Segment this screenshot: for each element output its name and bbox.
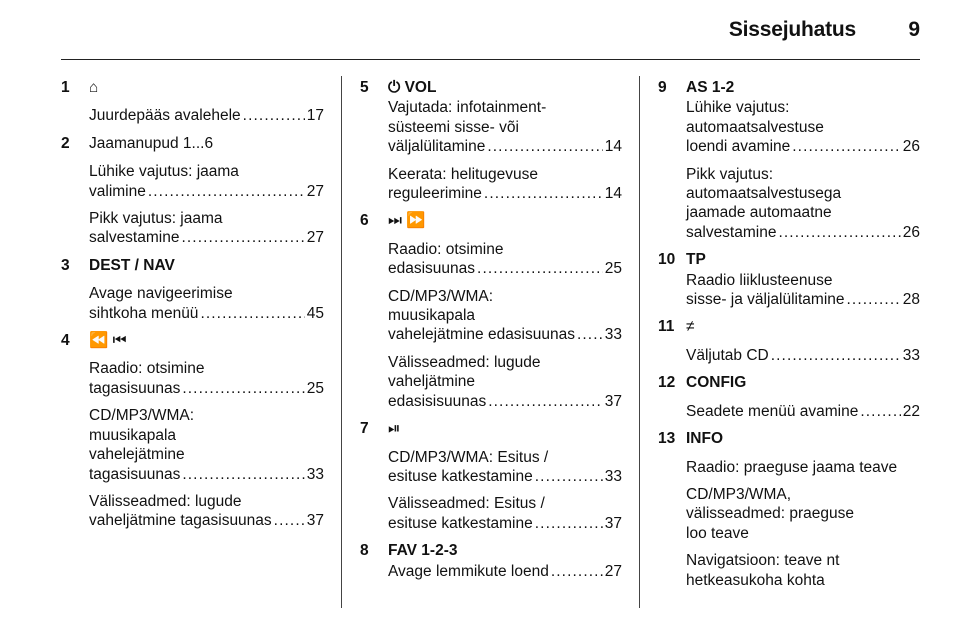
dot-leader <box>477 259 603 278</box>
description-line: CD/MP3/WMA: <box>388 287 494 305</box>
description-last-line <box>686 458 920 477</box>
entry-number: 3 <box>61 256 70 274</box>
entry-description <box>686 165 920 243</box>
entry-number: 7 <box>360 420 369 438</box>
page-reference: 45 <box>306 304 324 322</box>
entry-title: AS 1-2 <box>686 79 735 96</box>
entry-number: 1 <box>61 79 70 96</box>
description-line: Raadio liiklusteenuse <box>686 271 833 289</box>
description-line: vahelejätmine <box>89 446 185 464</box>
control-entry <box>658 250 920 309</box>
entry-title: DEST / NAV <box>89 256 175 274</box>
description-line: vaheljätmine tagasisuunas <box>89 512 272 530</box>
description-line: loendi avamine <box>686 138 791 156</box>
entry-title: ⏯ <box>388 420 401 438</box>
dot-leader <box>847 290 901 309</box>
entry-heading <box>658 373 920 392</box>
description-line: väljalülitamine <box>388 138 486 156</box>
description-line: Välisseadmed: lugude <box>388 353 541 371</box>
description-line: Pikk vajutus: jaama <box>89 210 223 228</box>
control-entry <box>658 317 920 365</box>
dot-leader <box>860 402 900 421</box>
control-entry <box>61 331 324 531</box>
description-line: valimine <box>89 182 146 200</box>
control-entry <box>360 78 622 203</box>
description-line: Avage lemmikute loend <box>388 562 549 580</box>
description-line: loo teave <box>686 524 749 542</box>
description-last-line <box>388 467 622 486</box>
entry-description <box>388 562 622 581</box>
entry-heading <box>61 256 324 275</box>
column-divider <box>639 76 640 608</box>
page-reference: 26 <box>902 138 920 156</box>
dot-leader <box>200 304 304 323</box>
description-last-line <box>89 182 324 201</box>
entry-description <box>89 406 324 484</box>
entry-description <box>89 106 324 125</box>
description-line: esituse katkestamine <box>388 467 533 485</box>
dot-leader <box>778 223 900 242</box>
description-last-line <box>686 346 920 365</box>
dot-leader <box>487 137 602 156</box>
description-line: automaatsalvestuse <box>686 118 824 136</box>
page-reference: 27 <box>306 182 324 200</box>
page-reference: 25 <box>306 379 324 397</box>
entry-heading <box>61 134 324 153</box>
entry-description <box>89 359 324 398</box>
description-line: Välisseadmed: lugude <box>89 492 242 510</box>
entry-description <box>388 448 622 487</box>
entry-heading <box>658 429 920 448</box>
description-last-line <box>89 228 324 247</box>
description-line: muusikapala <box>388 307 476 325</box>
description-last-line <box>686 290 920 309</box>
description-line: Avage navigeerimise <box>89 285 233 303</box>
control-entry <box>61 256 324 323</box>
control-entry <box>360 541 622 581</box>
entry-description <box>388 98 622 156</box>
page-reference: 37 <box>604 514 622 532</box>
dot-leader <box>577 325 603 344</box>
description-line: Navigatsioon: teave nt <box>686 552 840 570</box>
description-line: salvestamine <box>89 229 180 247</box>
entry-number: 9 <box>658 79 667 96</box>
description-line: esituse katkestamine <box>388 514 533 532</box>
entry-heading <box>360 78 622 97</box>
entry-title: ⏻ VOL <box>388 79 437 96</box>
entry-description <box>388 353 622 411</box>
description-line: CD/MP3/WMA: Esitus / <box>388 448 549 466</box>
control-entry <box>61 78 324 126</box>
page-number: 9 <box>908 18 920 41</box>
entry-number: 4 <box>61 332 70 350</box>
description-last-line <box>686 571 920 590</box>
description-last-line <box>686 223 920 242</box>
entry-number: 2 <box>61 134 70 152</box>
column-2 <box>360 78 622 589</box>
dot-leader <box>274 511 305 530</box>
entry-heading <box>360 541 622 560</box>
description-line: CD/MP3/WMA, <box>686 485 792 503</box>
entry-number: 10 <box>658 251 676 269</box>
entry-description <box>686 458 920 477</box>
dot-leader <box>243 106 305 125</box>
description-last-line <box>89 465 324 484</box>
page-reference: 14 <box>604 138 622 156</box>
dot-leader <box>182 465 304 484</box>
entry-heading <box>658 317 920 336</box>
entry-description <box>388 287 622 345</box>
entry-description <box>89 284 324 323</box>
dot-leader <box>792 137 900 156</box>
entry-title: Jaamanupud 1...6 <box>89 134 214 152</box>
page-reference: 17 <box>306 107 324 125</box>
page-reference: 33 <box>604 326 622 344</box>
description-last-line <box>686 137 920 156</box>
page-reference: 27 <box>306 229 324 247</box>
entry-description <box>686 98 920 156</box>
dot-leader <box>535 467 603 486</box>
description-line: Raadio: otsimine <box>388 240 504 258</box>
entry-title: ⏭ ⏩ <box>388 212 426 230</box>
description-line: Keerata: helitugevuse <box>388 165 538 183</box>
page-reference: 14 <box>604 185 622 203</box>
entry-heading <box>360 419 622 438</box>
entry-heading <box>658 250 920 269</box>
description-line: tagasisuunas <box>89 379 181 397</box>
description-last-line <box>388 325 622 344</box>
entry-description <box>388 240 622 279</box>
description-line: Väljutab CD <box>686 346 769 364</box>
entry-number: 12 <box>658 374 676 392</box>
entry-description <box>89 492 324 531</box>
description-line: automaatsalvestusega <box>686 185 842 203</box>
page-reference: 22 <box>902 402 920 420</box>
control-entry <box>360 211 622 411</box>
entry-number: 5 <box>360 79 369 96</box>
description-line: välisseadmed: praeguse <box>686 505 855 523</box>
entry-title: TP <box>686 251 706 269</box>
description-line: sihtkoha menüü <box>89 304 199 322</box>
description-line: edasisisuunas <box>388 392 487 410</box>
entry-title: INFO <box>686 430 724 448</box>
description-line: Vajutada: infotainment- <box>388 99 547 117</box>
control-entry <box>658 373 920 421</box>
description-line: reguleerimine <box>388 185 482 203</box>
dot-leader <box>484 184 603 203</box>
description-line: Raadio: praeguse jaama teave <box>686 458 898 476</box>
control-entry <box>61 134 324 248</box>
description-last-line <box>686 402 920 421</box>
entry-description <box>686 551 920 590</box>
description-line: sisse- ja väljalülitamine <box>686 291 845 309</box>
entry-title: FAV 1-2-3 <box>388 542 458 560</box>
page-reference: 33 <box>604 467 622 485</box>
page-reference: 25 <box>604 260 622 278</box>
dot-leader <box>181 228 304 247</box>
entry-number: 11 <box>658 318 675 336</box>
control-entry <box>658 78 920 242</box>
description-line: salvestamine <box>686 223 777 241</box>
description-last-line <box>686 524 920 543</box>
control-entry <box>658 429 920 590</box>
description-last-line <box>388 259 622 278</box>
entry-heading <box>658 78 920 97</box>
description-line: vaheljätmine <box>388 373 476 391</box>
page-reference: 33 <box>902 346 920 364</box>
description-last-line <box>388 562 622 581</box>
description-line: tagasisuunas <box>89 465 181 483</box>
page-reference: 26 <box>902 223 920 241</box>
description-last-line <box>89 379 324 398</box>
description-line: Juurdepääs avalehele <box>89 107 241 125</box>
description-last-line <box>89 304 324 323</box>
entry-description <box>89 162 324 201</box>
description-line: Lühike vajutus: jaama <box>89 163 239 181</box>
description-last-line <box>388 514 622 533</box>
description-line: hetkeasukoha kohta <box>686 571 825 589</box>
entry-description <box>686 346 920 365</box>
description-line: Raadio: otsimine <box>89 360 205 378</box>
entry-description <box>686 485 920 543</box>
page-reference: 27 <box>604 562 622 580</box>
description-line: süsteemi sisse- või <box>388 118 519 136</box>
page-reference: 33 <box>306 465 324 483</box>
entry-number: 6 <box>360 212 369 230</box>
description-last-line <box>89 106 324 125</box>
control-entry <box>360 419 622 533</box>
entry-heading <box>61 331 324 350</box>
entry-description <box>89 209 324 248</box>
dot-leader <box>182 379 304 398</box>
entry-number: 13 <box>658 430 676 448</box>
dot-leader <box>148 182 305 201</box>
entry-heading <box>360 211 622 230</box>
description-last-line <box>89 511 324 530</box>
description-line: Välisseadmed: Esitus / <box>388 495 545 513</box>
description-line: Lühike vajutus: <box>686 99 790 117</box>
dot-leader <box>771 346 901 365</box>
entry-description <box>388 165 622 204</box>
entry-title: ⏪ ⏮ <box>89 332 127 350</box>
entry-title: CONFIG <box>686 374 747 392</box>
entry-title: ⌂ <box>89 79 99 96</box>
description-line: vahelejätmine edasisuunas <box>388 326 575 344</box>
page-reference: 37 <box>604 392 622 410</box>
description-line: edasisuunas <box>388 260 476 278</box>
header-divider <box>61 59 920 60</box>
description-line: CD/MP3/WMA: <box>89 407 195 425</box>
page-reference: 28 <box>902 291 920 309</box>
column-divider <box>341 76 342 608</box>
dot-leader <box>488 392 603 411</box>
section-title: Sissejuhatus <box>728 18 856 41</box>
description-last-line <box>388 392 622 411</box>
description-line: Pikk vajutus: <box>686 165 774 183</box>
description-line: muusikapala <box>89 426 177 444</box>
entry-description <box>686 271 920 310</box>
description-last-line <box>388 137 622 156</box>
description-line: jaamade automaatne <box>686 204 832 222</box>
entry-description <box>388 494 622 533</box>
description-last-line <box>388 184 622 203</box>
dot-leader <box>551 562 603 581</box>
column-1 <box>61 78 324 539</box>
entry-heading <box>61 78 324 97</box>
column-3 <box>658 78 920 598</box>
entry-number: 8 <box>360 542 369 560</box>
description-line: Seadete menüü avamine <box>686 402 859 420</box>
entry-title: ≠ <box>686 318 695 336</box>
entry-description <box>686 402 920 421</box>
dot-leader <box>535 514 603 533</box>
page-reference: 37 <box>306 512 324 530</box>
